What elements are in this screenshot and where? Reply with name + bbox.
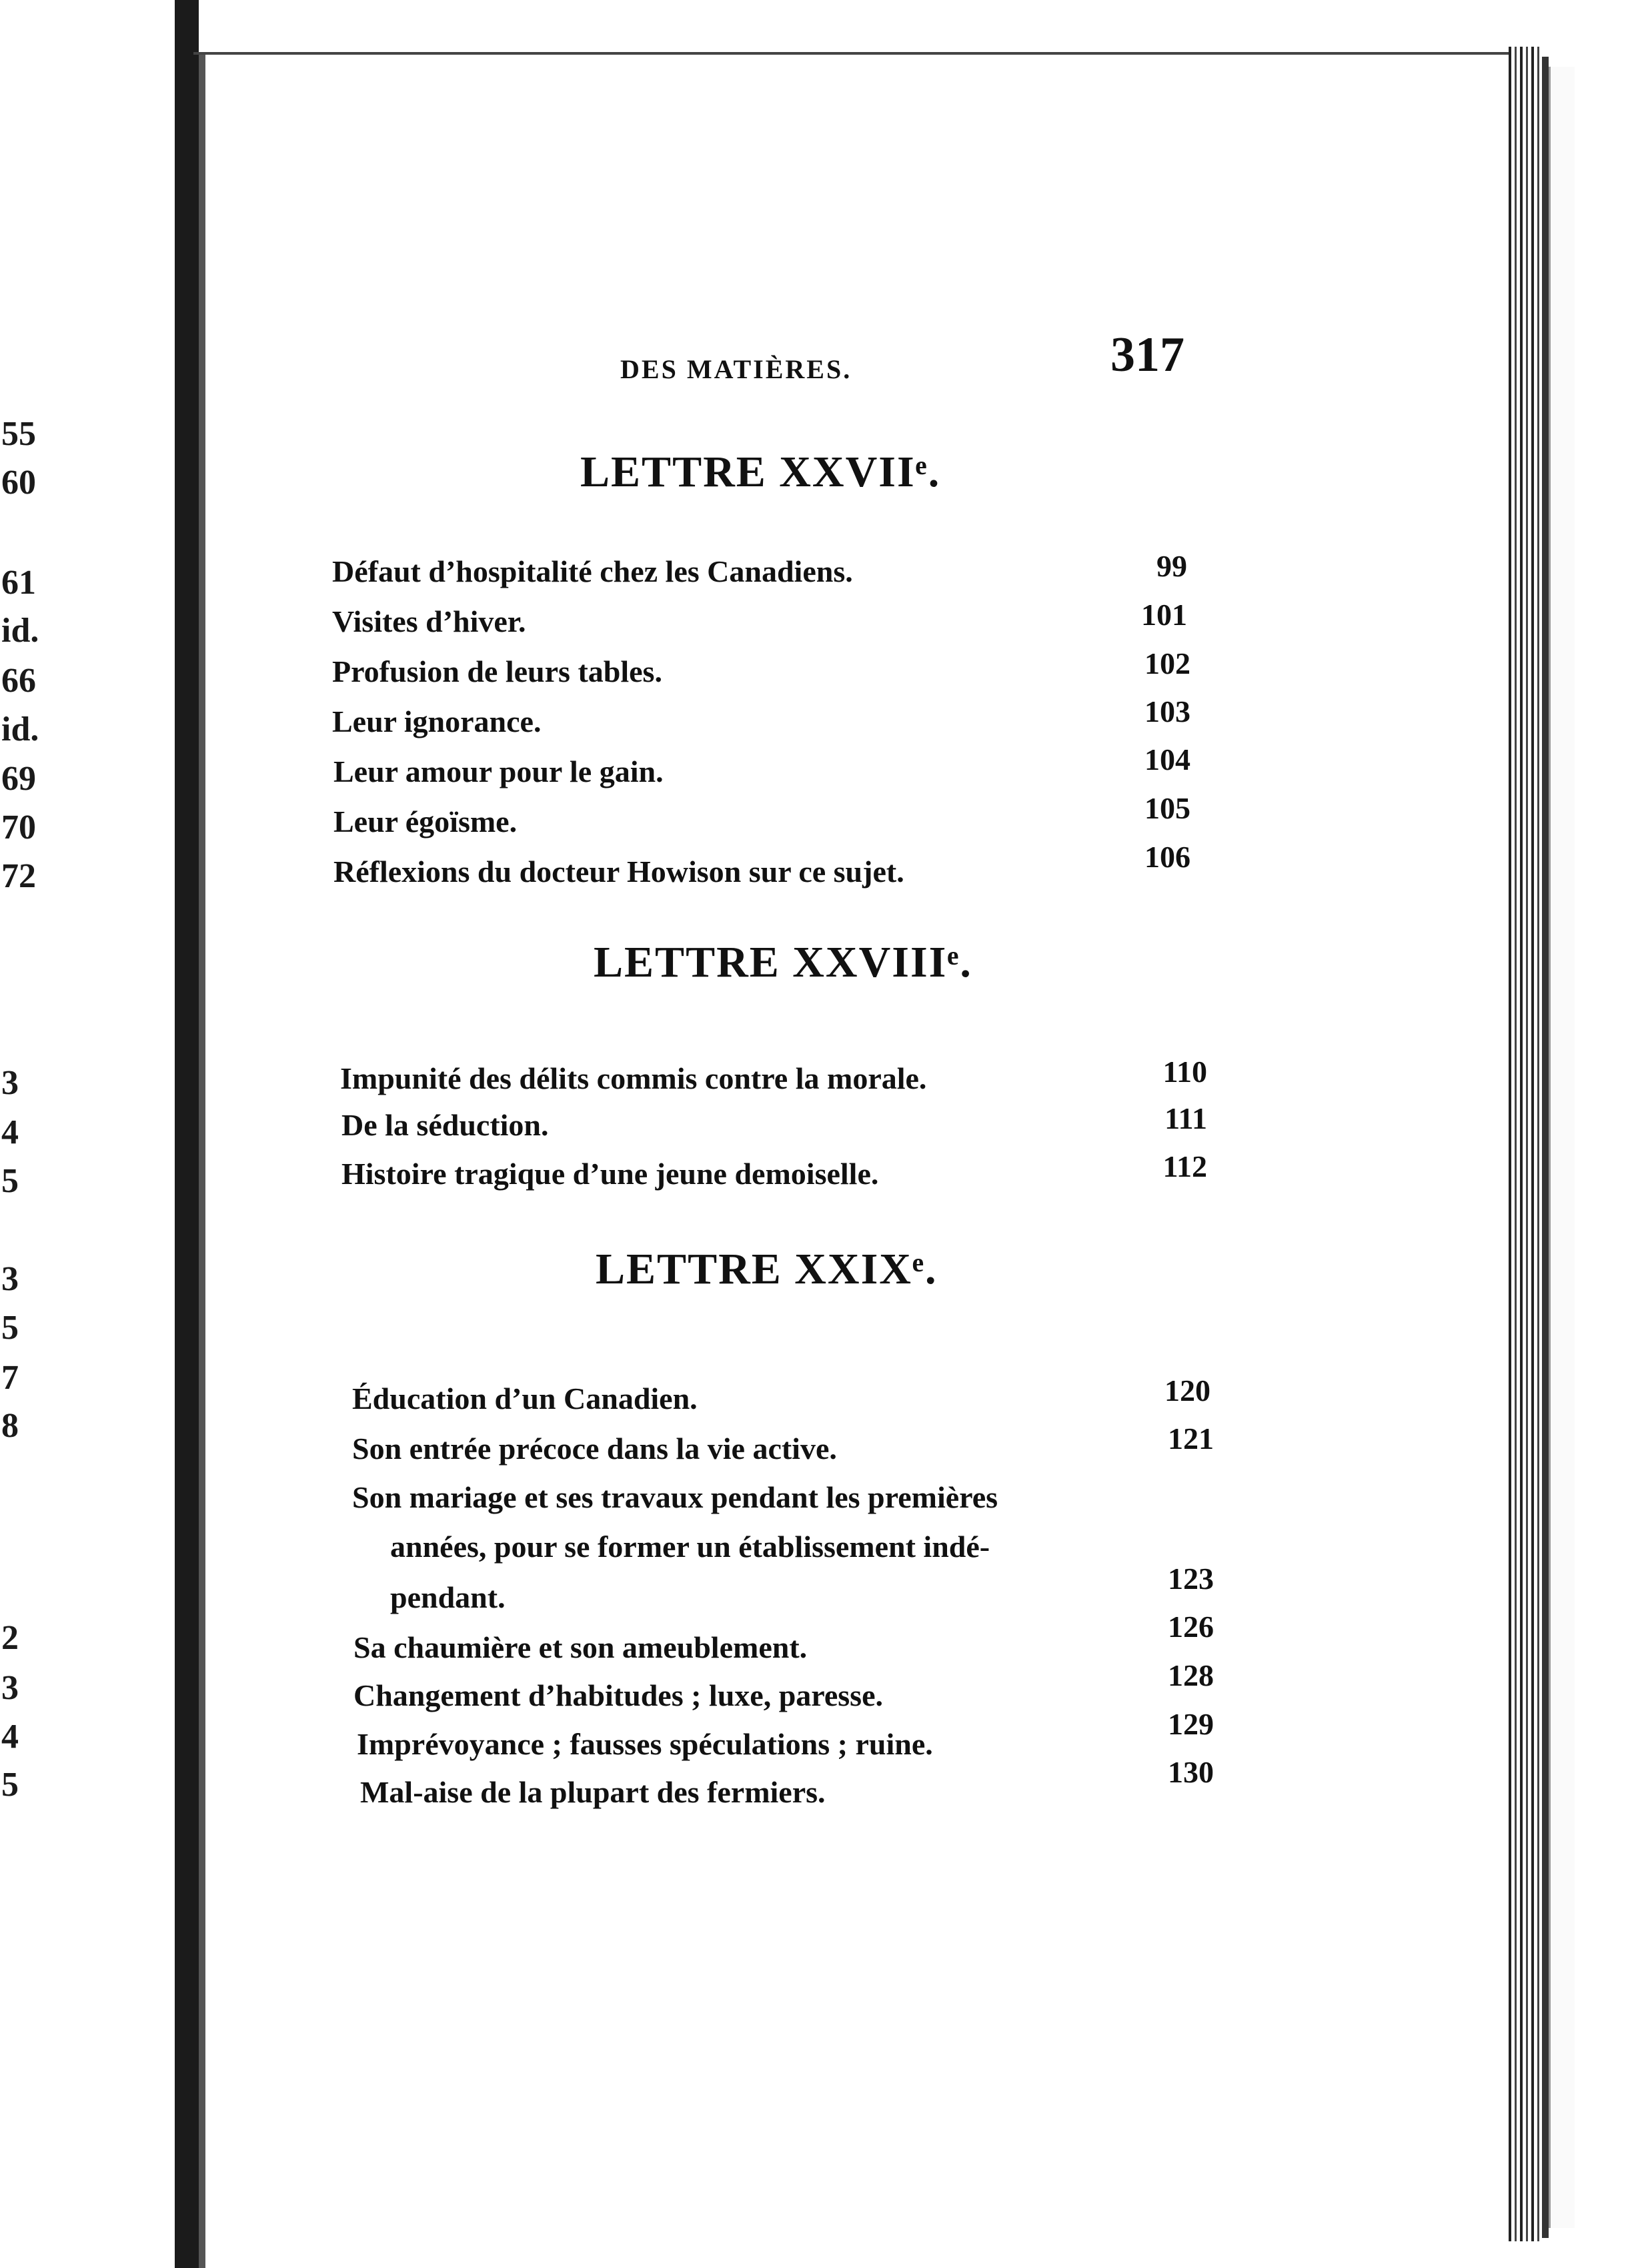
left-margin-number: 61 <box>1 564 36 602</box>
page-stack-edge <box>1509 47 1542 2241</box>
toc-entry: Leur égoïsme. <box>333 804 518 838</box>
left-page-strip <box>0 0 175 2268</box>
section-heading: LETTRE XXVIIIᵉ. <box>594 938 972 987</box>
left-margin-number: 2 <box>1 1619 19 1657</box>
toc-entry: Son mariage et ses travaux pendant les premières <box>352 1480 998 1514</box>
toc-entry: Profusion de leurs tables. <box>332 654 662 688</box>
section-heading: LETTRE XXIXᵉ. <box>596 1245 938 1293</box>
toc-entry: De la séduction. <box>341 1108 549 1142</box>
toc-page: 99 <box>1156 549 1187 583</box>
toc-entry: Histoire tragique d’une jeune demoiselle. <box>341 1157 879 1191</box>
left-margin-number: id. <box>1 710 39 748</box>
left-margin-number: 55 <box>1 415 36 453</box>
toc-page: 126 <box>1168 1610 1214 1644</box>
toc-entry: Éducation d’un Canadien. <box>352 1381 698 1415</box>
toc-entry: Leur amour pour le gain. <box>333 754 664 788</box>
toc-page: 129 <box>1168 1707 1214 1741</box>
left-margin-number: 3 <box>1 1669 19 1707</box>
toc-page: 121 <box>1168 1422 1214 1456</box>
left-margin-number: 7 <box>1 1359 19 1397</box>
toc-entry: années, pour se former un établissement indé- <box>390 1530 990 1564</box>
left-margin-number: 8 <box>1 1407 19 1445</box>
toc-page: 106 <box>1144 840 1190 874</box>
toc-page: 120 <box>1164 1373 1210 1407</box>
toc-entry: Leur ignorance. <box>332 704 542 738</box>
left-margin-number: 3 <box>1 1260 19 1298</box>
toc-entry: pendant. <box>390 1580 506 1614</box>
toc-entry: Visites d’hiver. <box>332 604 526 638</box>
toc-page: 111 <box>1164 1101 1207 1135</box>
left-margin-number: 60 <box>1 464 36 502</box>
left-margin-number: 5 <box>1 1766 19 1804</box>
toc-entry: Défaut d’hospitalité chez les Canadiens. <box>332 554 853 588</box>
toc-page: 128 <box>1168 1658 1214 1692</box>
left-margin-number: id. <box>1 612 39 650</box>
toc-entry: Impunité des délits commis contre la morale. <box>340 1061 927 1095</box>
page-stack-edge-dark <box>1542 57 1549 2238</box>
page-number: 317 <box>1110 328 1184 382</box>
toc-page: 105 <box>1144 791 1190 825</box>
book-gutter <box>175 0 199 2268</box>
left-margin-number: 3 <box>1 1064 19 1102</box>
section-heading: LETTRE XXVIIᵉ. <box>580 448 941 496</box>
toc-page: 101 <box>1141 598 1187 632</box>
left-margin-number: 69 <box>1 760 36 798</box>
left-margin-number: 72 <box>1 857 36 895</box>
left-margin-number: 4 <box>1 1718 19 1756</box>
left-margin-number: 4 <box>1 1113 19 1151</box>
toc-page: 110 <box>1162 1055 1207 1089</box>
toc-page: 112 <box>1162 1149 1207 1183</box>
left-margin-number: 5 <box>1 1162 19 1200</box>
toc-entry: Imprévoyance ; fausses spéculations ; ruine. <box>357 1727 933 1761</box>
left-margin-number: 5 <box>1 1309 19 1347</box>
toc-page: 103 <box>1144 694 1190 728</box>
toc-page: 104 <box>1144 742 1190 776</box>
toc-entry: Sa chaumière et son ameublement. <box>353 1630 808 1664</box>
toc-page: 130 <box>1168 1755 1214 1789</box>
gutter-shadow <box>199 53 205 2268</box>
page-stack-edge-light <box>1549 67 1575 2228</box>
toc-entry: Changement d’habitudes ; luxe, paresse. <box>353 1678 883 1712</box>
left-margin-number: 66 <box>1 662 36 700</box>
toc-entry: Mal-aise de la plupart des fermiers. <box>360 1775 826 1809</box>
page-top-edge <box>193 52 1521 55</box>
toc-entry: Son entrée précoce dans la vie active. <box>352 1432 837 1466</box>
left-margin-number: 70 <box>1 808 36 846</box>
toc-page: 123 <box>1168 1562 1214 1596</box>
running-head: DES MATIÈRES. <box>620 354 852 384</box>
toc-entry: Réflexions du docteur Howison sur ce sujet. <box>333 855 904 889</box>
toc-page: 102 <box>1144 646 1190 680</box>
